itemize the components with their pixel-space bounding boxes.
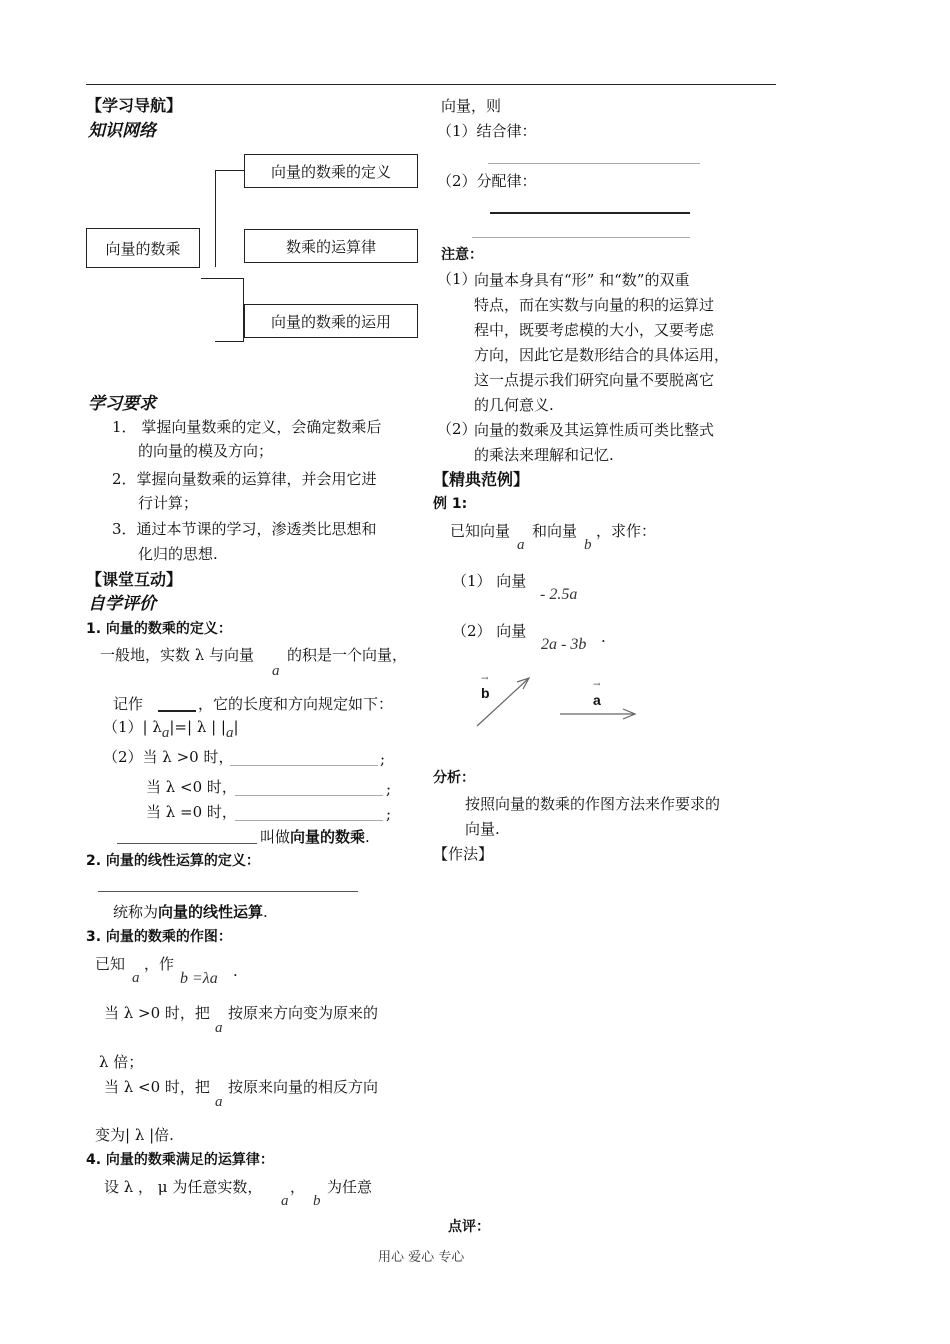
note1-line: 向量本身具有“形” 和“数”的双重 [474,271,690,289]
definition-blank[interactable] [117,843,257,844]
note1-line: 特点，而在实数与向量的积的运算过 [474,296,715,314]
vector-b-arrow-mark: → [481,674,489,684]
note1-line: 的几何意义. [474,396,554,414]
section1-text: 一般地，实数 λ 与向量 [100,646,255,664]
rule-semicolon: ; [386,780,392,798]
negative-case: 按原来向量的相反方向 [228,1078,379,1096]
diagram-connector [215,170,244,171]
rule-zero-blank[interactable] [235,820,383,821]
top-rule [86,84,776,85]
associative-law: （1）结合律： [437,122,537,140]
question2-dot: . [601,628,606,646]
requirements-heading: 学习要求 [88,394,156,414]
rule-negative-blank[interactable] [235,795,383,796]
example1-label: 例 1: [433,496,468,512]
vector-b-symbol: b [584,537,592,553]
section2-title: 2. 向量的线性运算的定义： [86,853,260,869]
question2-expression: 2a - 3b [541,636,587,653]
example1-text: 已知向量 [450,522,511,540]
question2: （2） 向量 [452,622,527,640]
question1-expression: - 2.5a [540,586,578,603]
vector-a-label: a [593,692,601,708]
diagram-node-definition: 向量的数乘的定义 [244,154,418,188]
laws-setup: 设 λ ， μ 为任意实数， [104,1178,263,1196]
knowledge-network-heading: 知识网络 [88,121,156,141]
rule-zero: 当 λ =0 时， [146,803,237,821]
section3-title: 3. 向量的数乘的作图： [86,929,232,945]
rule-semicolon: ; [386,805,392,823]
vector-a-symbol: a [215,1094,223,1110]
requirement-item: 1． 掌握向量数乘的定义，会确定数乘后 [112,418,382,436]
analysis-line: 按照向量的数乘的作图方法来作要求的 [465,795,721,813]
diagram-connector [215,170,216,267]
laws-setup: 为任意 [327,1178,373,1196]
distributive-blank-1[interactable] [490,212,690,214]
note1-line: 程中，既要考虑模的大小，又要考虑 [474,321,715,339]
requirement-item: 化归的思想. [138,545,218,563]
note-number: （2） [437,420,477,438]
method-title: 【作法】 [433,845,494,863]
nav-title: 【学习导航】 [86,96,183,115]
laws-continuation: 向量，则 [441,97,502,115]
drawing-given: ，作 [144,955,175,973]
example1-text: 和向量 [532,522,578,540]
distributive-law: （2）分配律： [437,172,537,190]
definition-called: 叫做向量的数乘. [260,828,370,846]
section1-title: 1. 向量的数乘的定义： [86,621,232,637]
rule-negative: 当 λ <0 时， [146,778,237,796]
notation-blank[interactable] [158,710,196,712]
vector-b-label: b [481,685,490,701]
example1-text: ，求作： [596,522,657,540]
negative-case: 当 λ <0 时，把 [104,1078,210,1096]
vector-a-symbol: a [517,537,525,553]
negative-case: 变为| λ |倍. [95,1126,174,1144]
diagram-connector [201,278,244,279]
note1-line: 这一点提示我们研究向量不要脱离它 [474,371,715,389]
distributive-blank-2[interactable] [472,237,690,238]
diagram-root: 向量的数乘 [86,228,200,268]
drawing-given: 已知 [95,955,126,973]
linear-ops-blank[interactable] [98,891,358,892]
linear-ops-text: 统称为向量的线性运算. [113,903,268,921]
requirement-item: 2．掌握向量数乘的运算律，并会用它进 [112,470,377,488]
vector-a-symbol: a [272,663,280,679]
formula-b-lambda-a: b =λa [180,970,218,987]
laws-comma: ， [290,1178,306,1196]
example-title: 【精典范例】 [433,470,530,489]
footer-text: 用心 爱心 专心 [378,1250,465,1265]
vector-a-arrow-mark: → [593,680,601,690]
vector-figure [465,672,665,742]
analysis-title: 分析： [433,770,475,786]
diagram-node-laws: 数乘的运算律 [244,229,418,263]
requirement-item: 3．通过本节课的学习，渗透类比思想和 [112,520,377,538]
rule-positive: （2）当 λ >0 时， [103,748,234,766]
section1-text: ，它的长度和方向规定如下： [198,695,394,713]
positive-case: λ 倍； [99,1053,144,1071]
vector-a-symbol: a [215,1020,223,1036]
section4-title: 4. 向量的数乘满足的运算律： [86,1152,274,1168]
formula-dot: . [233,962,238,980]
requirement-item: 的向量的模及方向； [138,442,274,460]
positive-case: 按原来方向变为原来的 [228,1004,379,1022]
requirement-item: 行计算； [138,494,199,512]
rule-positive-blank[interactable] [230,765,378,766]
note2-line: 的乘法来理解和记忆. [474,446,614,464]
section1-text: 的积是一个向量， [287,646,408,664]
diagram-connector [243,278,244,341]
note-title: 注意： [441,247,483,263]
note2-line: 向量的数乘及其运算性质可类比整式 [474,421,715,439]
classroom-title: 【课堂互动】 [86,570,183,589]
note1-line: 方向，因此它是数形结合的具体运用， [474,346,730,364]
rule-length: （1）| λa|=| λ | |a| [103,718,239,741]
rule-semicolon: ; [380,750,386,768]
note-number: （1） [437,270,477,288]
positive-case: 当 λ >0 时，把 [104,1004,210,1022]
self-eval-heading: 自学评价 [88,594,156,614]
diagram-connector [215,341,244,342]
analysis-line: 向量. [465,820,500,838]
associative-blank[interactable] [488,163,700,164]
diagram-node-application: 向量的数乘的运用 [244,304,418,338]
vector-a-symbol: a [132,970,140,986]
section1-text: 记作 [113,695,144,713]
comment-title: 点评： [448,1219,490,1235]
vector-a-symbol: a [281,1193,289,1209]
vector-b-symbol: b [313,1193,321,1209]
question1: （1） 向量 [452,572,527,590]
